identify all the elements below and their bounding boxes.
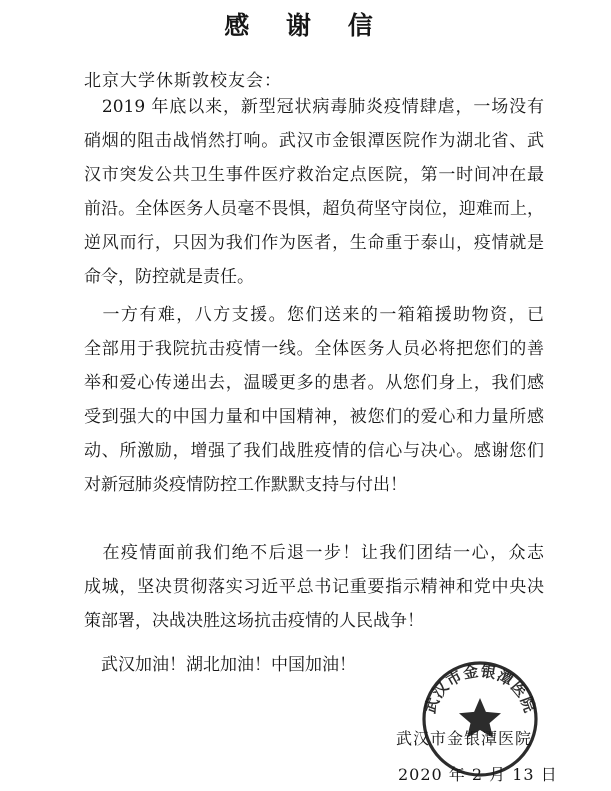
paragraph-3 [84,536,544,638]
paragraph-line: 硝烟的阻击战悄然打响。武汉市金银潭医院作为湖北省、武 [84,131,544,151]
paragraph-line: 举和爱心传递出去，温暖更多的患者。从您们身上，我们感 [84,373,544,393]
paragraph-line: 前沿。全体医务人员毫不畏惧，超负荷坚守岗位，迎难而上， [84,199,544,219]
paragraph-line: 2019 年底以来，新型冠状病毒肺炎疫情肆虐，一场没有 [84,97,544,117]
paragraph-line: 动、所激励，增强了我们战胜疫情的信心与决心。感谢您们 [84,441,544,461]
paragraph-line: 成城，坚决贯彻落实习近平总书记重要指示精神和党中央决 [84,577,544,597]
letter-date: 2020 年 2 月 13 日 [398,765,558,784]
paragraph-line: 命令，防控就是责任。 [84,267,254,287]
seal-star-icon [459,698,501,738]
seal-text: 武汉市金银潭医院 [421,661,539,716]
paragraph-line: 一方有难，八方支援。您们送来的一箱箱援助物资，已 [84,305,544,325]
signature: 武汉市金银潭医院 [396,729,533,748]
paragraph-2 [84,298,544,502]
letter-title: 感 谢 信 [224,11,387,40]
paragraph-line: 策部署，决战决胜这场抗击疫情的人民战争！ [84,611,424,631]
paragraph-line: 全部用于我院抗击疫情一线。全体医务人员必将把您们的善 [84,339,544,359]
hospital-seal-icon [421,660,539,778]
paragraph-line: 受到强大的中国力量和中国精神，被您们的爱心和力量所感 [84,407,544,427]
paragraph-line: 武汉加油！湖北加油！中国加油！ [84,655,356,675]
paragraph-line: 在疫情面前我们绝不后退一步！让我们团结一心，众志 [84,543,544,563]
paragraph-line: 汉市突发公共卫生事件医疗救治定点医院，第一时间冲在最 [84,165,544,185]
paragraph-line: 对新冠肺炎疫情防控工作默默支持与付出！ [84,475,407,495]
paragraph-1 [84,90,544,294]
paragraph-line: 逆风而行，只因为我们作为医者，生命重于泰山，疫情就是 [84,233,544,253]
salutation: 北京大学休斯敦校友会： [84,71,282,91]
